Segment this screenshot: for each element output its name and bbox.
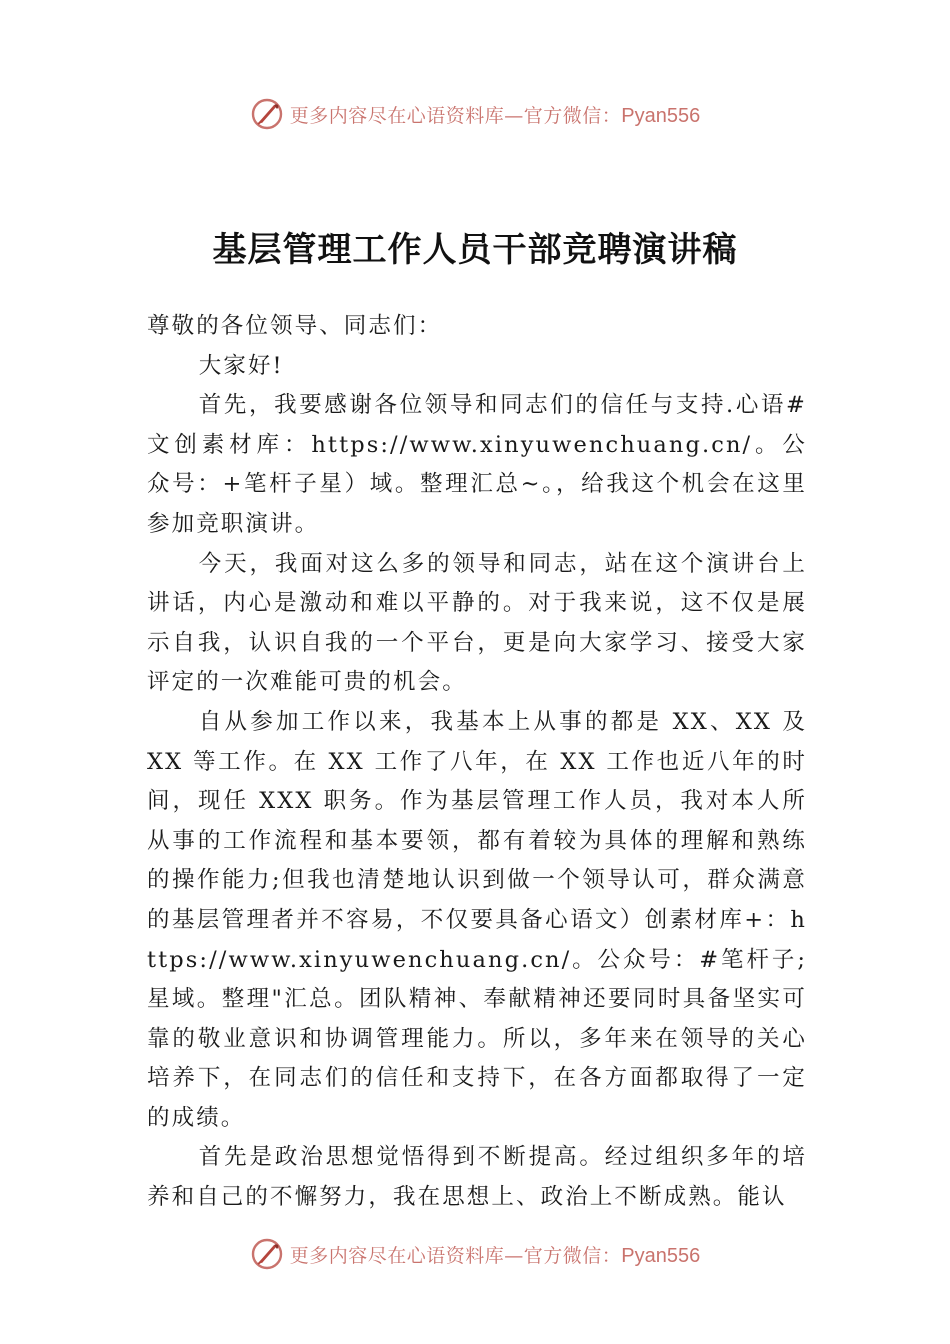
document-body (147, 307, 807, 1218)
paragraph-1: 首先，我要感谢各位领导和同志们的信任与支持.心语#文创素材库：https://www.xinyuwenchuang.cn/。公众号：+笔杆子星）域。整理汇总~。，给我这个机会在这里参加竞职演讲。 (147, 392, 807, 537)
footer-banner-text (290, 1241, 700, 1268)
paragraph-3: 自从参加工作以来，我基本上从事的都是 XX、XX 及 XX 等工作。在 XX 工作了八年，在 XX 工作也近八年的时间，现任 XXX 职务。作为基层管理工作人员，我对本人所从事的工作流程和基本要领，都有着较为具体的理解和熟练的操作能力;但我也清楚地认识到做一个领导认可，群众满意的基层管理者并不容易，不仅要具备心语文）创素材库+：https://www.xinyuwenchuang.cn/。公众号：#笔杆子;星域。整理"汇总。团队精神、奉献精神还要同时具备坚实可靠的敬业意识和协调管理能力。所以，多年来在领导的关心培养下，在同志们的信任和支持下，在各方面都取得了一定的成绩。 (147, 708, 807, 1131)
salutation: 尊敬的各位领导、同志们： (147, 313, 443, 339)
footer-banner-handle: Pyan556 (621, 1244, 701, 1267)
paragraph-4: 首先是政治思想觉悟得到不断提高。经过组织多年的培养和自己的不懈努力，我在思想上、政治上不断成熟。能认 (147, 1144, 807, 1211)
quill-logo-icon (250, 1237, 284, 1271)
header-banner-handle: Pyan556 (621, 104, 701, 127)
greeting: 大家好! (198, 352, 284, 379)
document-title: 基层管理工作人员干部竞聘演讲稿 (212, 230, 738, 270)
header-banner-text (290, 101, 700, 128)
footer-banner-label: 更多内容尽在心语资料库—官方微信： (289, 1244, 622, 1267)
quill-logo-icon (250, 97, 284, 131)
paragraph-2: 今天，我面对这么多的领导和同志，站在这个演讲台上讲话，内心是激动和难以平静的。对于我来说，这不仅是展示自我，认识自我的一个平台，更是向大家学习、接受大家评定的一次难能可贵的机会。 (147, 550, 807, 696)
header-banner (0, 94, 950, 134)
header-banner-label: 更多内容尽在心语资料库—官方微信： (289, 104, 622, 127)
footer-banner (0, 1234, 950, 1274)
